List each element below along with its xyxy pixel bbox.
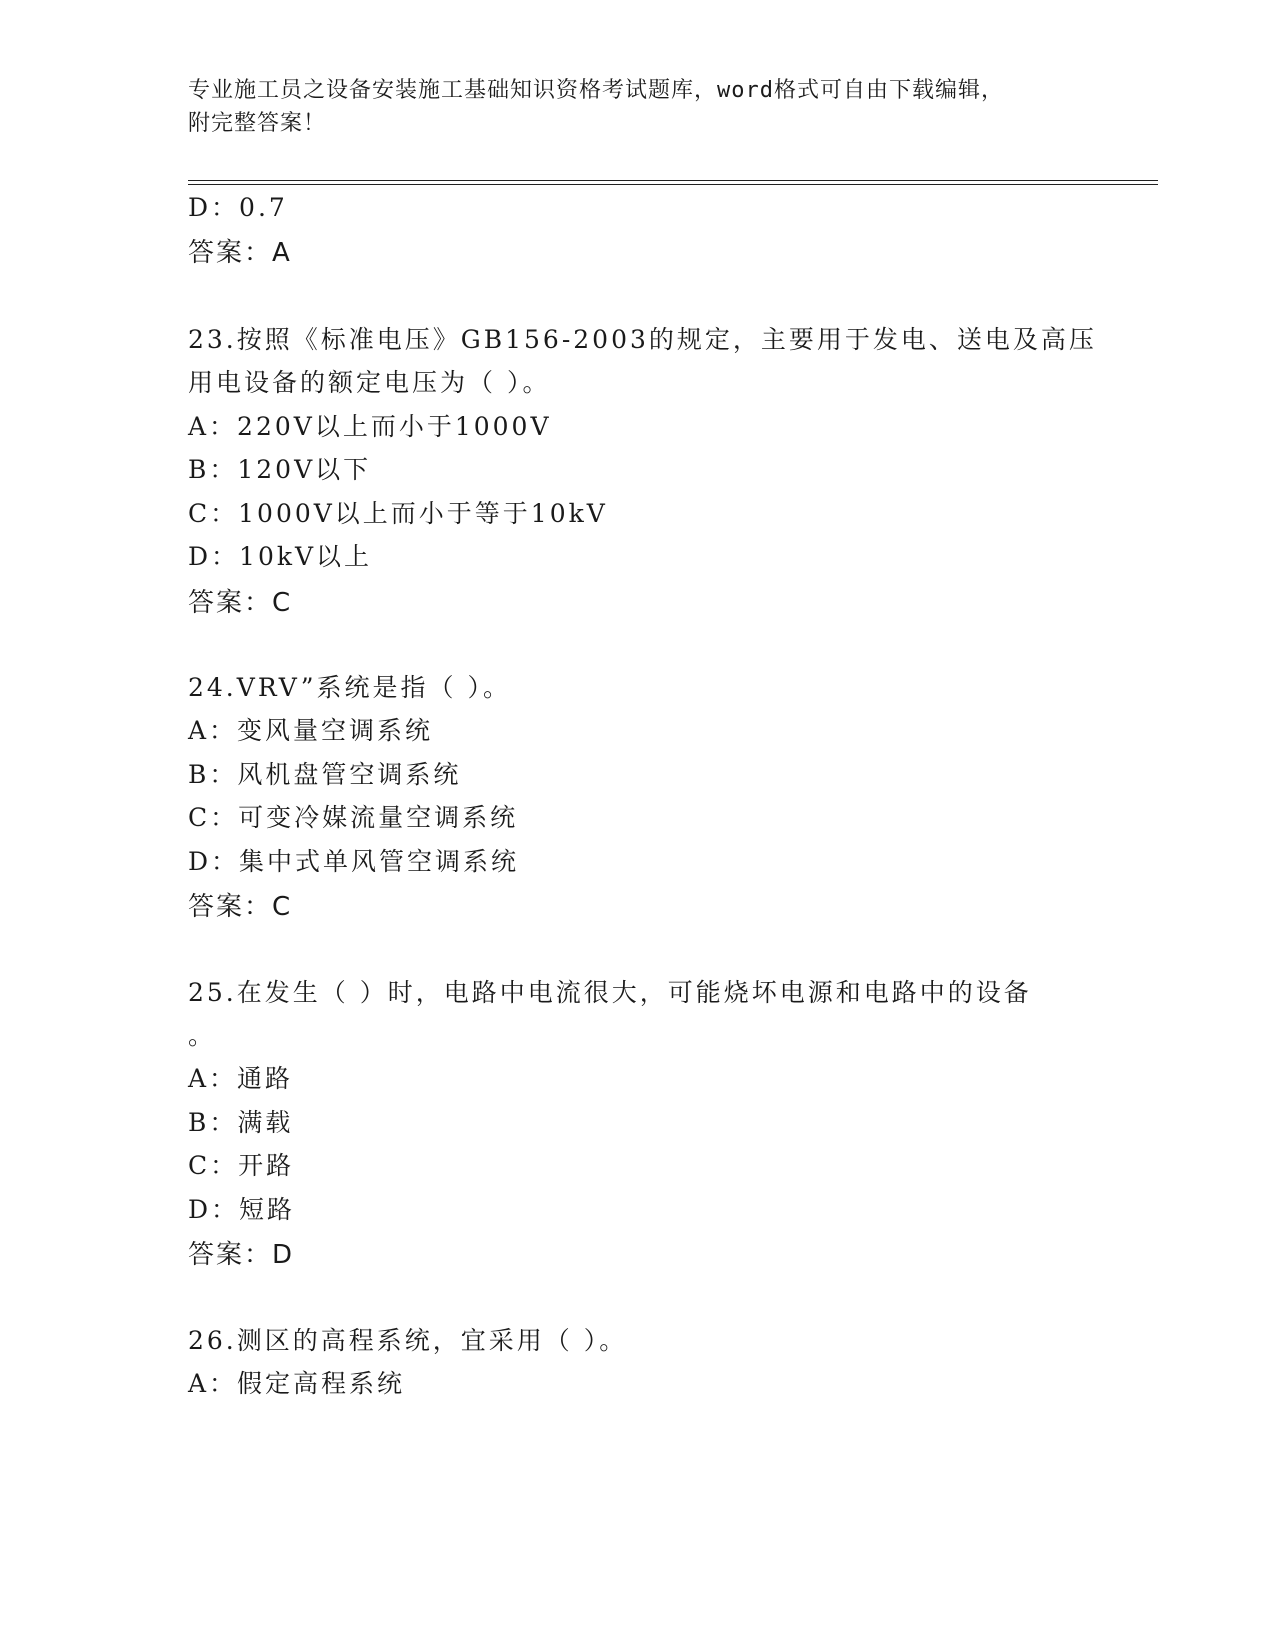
q22-answer: 答案：A (188, 238, 292, 268)
document-header (188, 74, 1088, 140)
q25-answer: 答案：D (188, 1240, 295, 1270)
q25-option-d: D：短路 (188, 1195, 296, 1224)
q24-option-b: B：风机盘管空调系统 (188, 760, 462, 789)
header-title-line-1: 专业施工员之设备安装施工基础知识资格考试题库，word格式可自由下载编辑， (188, 78, 1004, 103)
q24-stem-line-1: 24.VRV”系统是指（ ）。 (188, 673, 511, 702)
q25-stem-line-2: 。 (188, 1021, 217, 1050)
q23-stem-line-2: 用电设备的额定电压为（ ）。 (188, 368, 551, 397)
q23-option-c: C：1000V以上而小于等于10kV (188, 499, 608, 528)
q22-option-d: D：0.7 (188, 193, 288, 222)
q23-stem-line-1: 23.按照《标准电压》GB156-2003的规定，主要用于发电、送电及高压 (188, 325, 1097, 354)
q24-option-a: A：变风量空调系统 (188, 716, 434, 745)
q26-option-a: A：假定高程系统 (188, 1369, 406, 1398)
header-divider-bottom (188, 184, 1158, 185)
q25-option-b: B：满载 (188, 1108, 294, 1137)
q23-answer: 答案：C (188, 588, 293, 618)
q25-option-c: C：开路 (188, 1151, 295, 1180)
q24-answer: 答案：C (188, 892, 293, 922)
q25-stem-line-1: 25.在发生（ ）时，电路中电流很大，可能烧坏电源和电路中的设备 (188, 978, 1032, 1007)
q24-option-c: C：可变冷媒流量空调系统 (188, 803, 519, 832)
q25-option-a: A：通路 (188, 1064, 294, 1093)
header-divider-top (188, 180, 1158, 181)
header-title-line-2: 附完整答案！ (188, 111, 327, 136)
q23-option-d: D：10kV以上 (188, 542, 373, 571)
q23-option-a: A：220V以上而小于1000V (188, 412, 552, 441)
q26-stem-line-1: 26.测区的高程系统，宜采用（ ）。 (188, 1326, 628, 1355)
q23-option-b: B：120V以下 (188, 455, 372, 484)
q24-option-d: D：集中式单风管空调系统 (188, 847, 520, 876)
